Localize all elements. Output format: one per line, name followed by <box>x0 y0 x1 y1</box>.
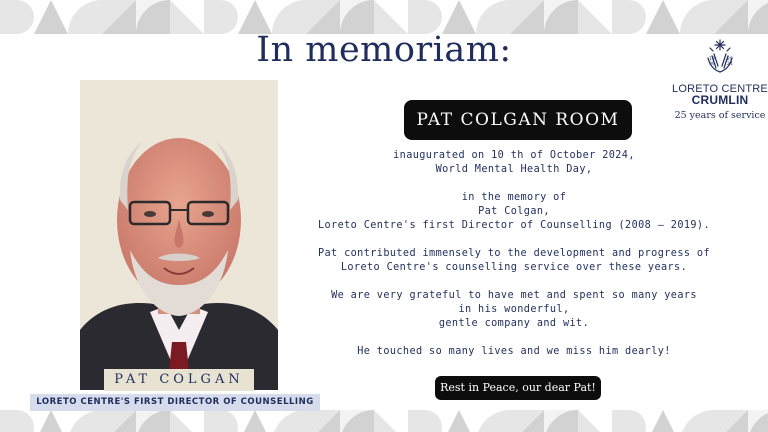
pattern-tile <box>34 0 68 34</box>
portrait-photo <box>80 80 278 390</box>
pattern-tile <box>612 0 646 34</box>
logo-name-line2: CRUMLIN <box>691 93 749 107</box>
pattern-tile <box>170 410 204 432</box>
body-line: We are very grateful to have met and spent so many years <box>331 290 697 301</box>
pattern-tile <box>34 410 68 432</box>
pattern-tile <box>442 0 476 34</box>
pattern-tile <box>272 0 306 34</box>
pattern-tile <box>102 410 136 432</box>
pattern-tile <box>0 0 34 34</box>
pattern-tile <box>748 410 768 432</box>
pattern-tile <box>476 0 510 34</box>
logo-service-text: 25 years of service <box>674 110 766 121</box>
body-line: in the memory of <box>461 192 567 203</box>
year-end-text: 20 <box>727 57 733 62</box>
year-start-text: 19 <box>709 57 715 62</box>
body-line: Loreto Centre's first Director of Counselling (2008 – 2019). <box>317 220 710 231</box>
year-start-2-text: 99 <box>709 62 715 67</box>
body-line: inaugurated on 10 th of October 2024, <box>393 150 635 161</box>
top-decorative-pattern <box>0 0 768 34</box>
pattern-tile <box>544 0 578 34</box>
memorial-body-text <box>300 149 728 359</box>
pattern-tile <box>68 410 102 432</box>
rest-in-peace-badge: Rest in Peace, our dear Pat! <box>435 376 601 400</box>
bottom-decorative-pattern <box>0 410 768 432</box>
portrait-name-label: PAT COLGAN <box>104 369 254 391</box>
pattern-tile <box>136 0 170 34</box>
logo-name-line1: LORETO CENTRE <box>672 83 768 95</box>
pattern-tile <box>306 0 340 34</box>
body-line: gentle company and wit. <box>438 318 590 329</box>
pattern-tile <box>374 410 408 432</box>
pattern-tile <box>102 0 136 34</box>
body-line: Pat contributed immensely to the development and progress of <box>317 248 710 259</box>
pattern-tile <box>340 0 374 34</box>
pattern-tile <box>136 410 170 432</box>
pattern-tile <box>272 410 306 432</box>
pattern-tile <box>170 0 204 34</box>
room-name-badge: PAT COLGAN ROOM <box>404 100 632 140</box>
body-line: He touched so many lives and we miss him dearly! <box>357 346 671 357</box>
body-line: in his wonderful, <box>458 304 570 315</box>
pattern-tile <box>238 0 272 34</box>
pattern-tile <box>476 410 510 432</box>
pattern-tile <box>510 0 544 34</box>
pattern-tile <box>646 0 680 34</box>
pattern-tile <box>748 0 768 34</box>
pattern-tile <box>578 0 612 34</box>
body-line: World Mental Health Day, <box>435 164 593 175</box>
portrait-illustration <box>80 80 278 390</box>
pattern-tile <box>578 410 612 432</box>
page-title: In memoriam: <box>256 30 512 70</box>
pattern-tile <box>714 410 748 432</box>
pattern-tile <box>374 0 408 34</box>
pattern-tile <box>714 0 748 34</box>
portrait-caption: LORETO CENTRE'S FIRST DIRECTOR OF COUNSELLING <box>30 394 320 411</box>
pattern-tile <box>204 410 238 432</box>
pattern-tile <box>680 0 714 34</box>
loreto-centre-logo <box>672 38 768 121</box>
pattern-tile <box>442 410 476 432</box>
logo-name <box>672 84 768 106</box>
pattern-tile <box>510 410 544 432</box>
pattern-tile <box>68 0 102 34</box>
pattern-tile <box>646 410 680 432</box>
pattern-tile <box>0 410 34 432</box>
hands-star-emblem-icon <box>700 38 740 78</box>
pattern-tile <box>408 0 442 34</box>
pattern-tile <box>680 410 714 432</box>
pattern-tile <box>306 410 340 432</box>
body-line: Pat Colgan, <box>478 206 550 217</box>
pattern-tile <box>612 410 646 432</box>
pattern-tile <box>238 410 272 432</box>
pattern-tile <box>544 410 578 432</box>
pattern-tile <box>408 410 442 432</box>
body-line: Loreto Centre's counselling service over these years. <box>340 262 688 273</box>
year-end-2-text: 24 <box>727 62 733 67</box>
pattern-tile <box>204 0 238 34</box>
pattern-tile <box>340 410 374 432</box>
